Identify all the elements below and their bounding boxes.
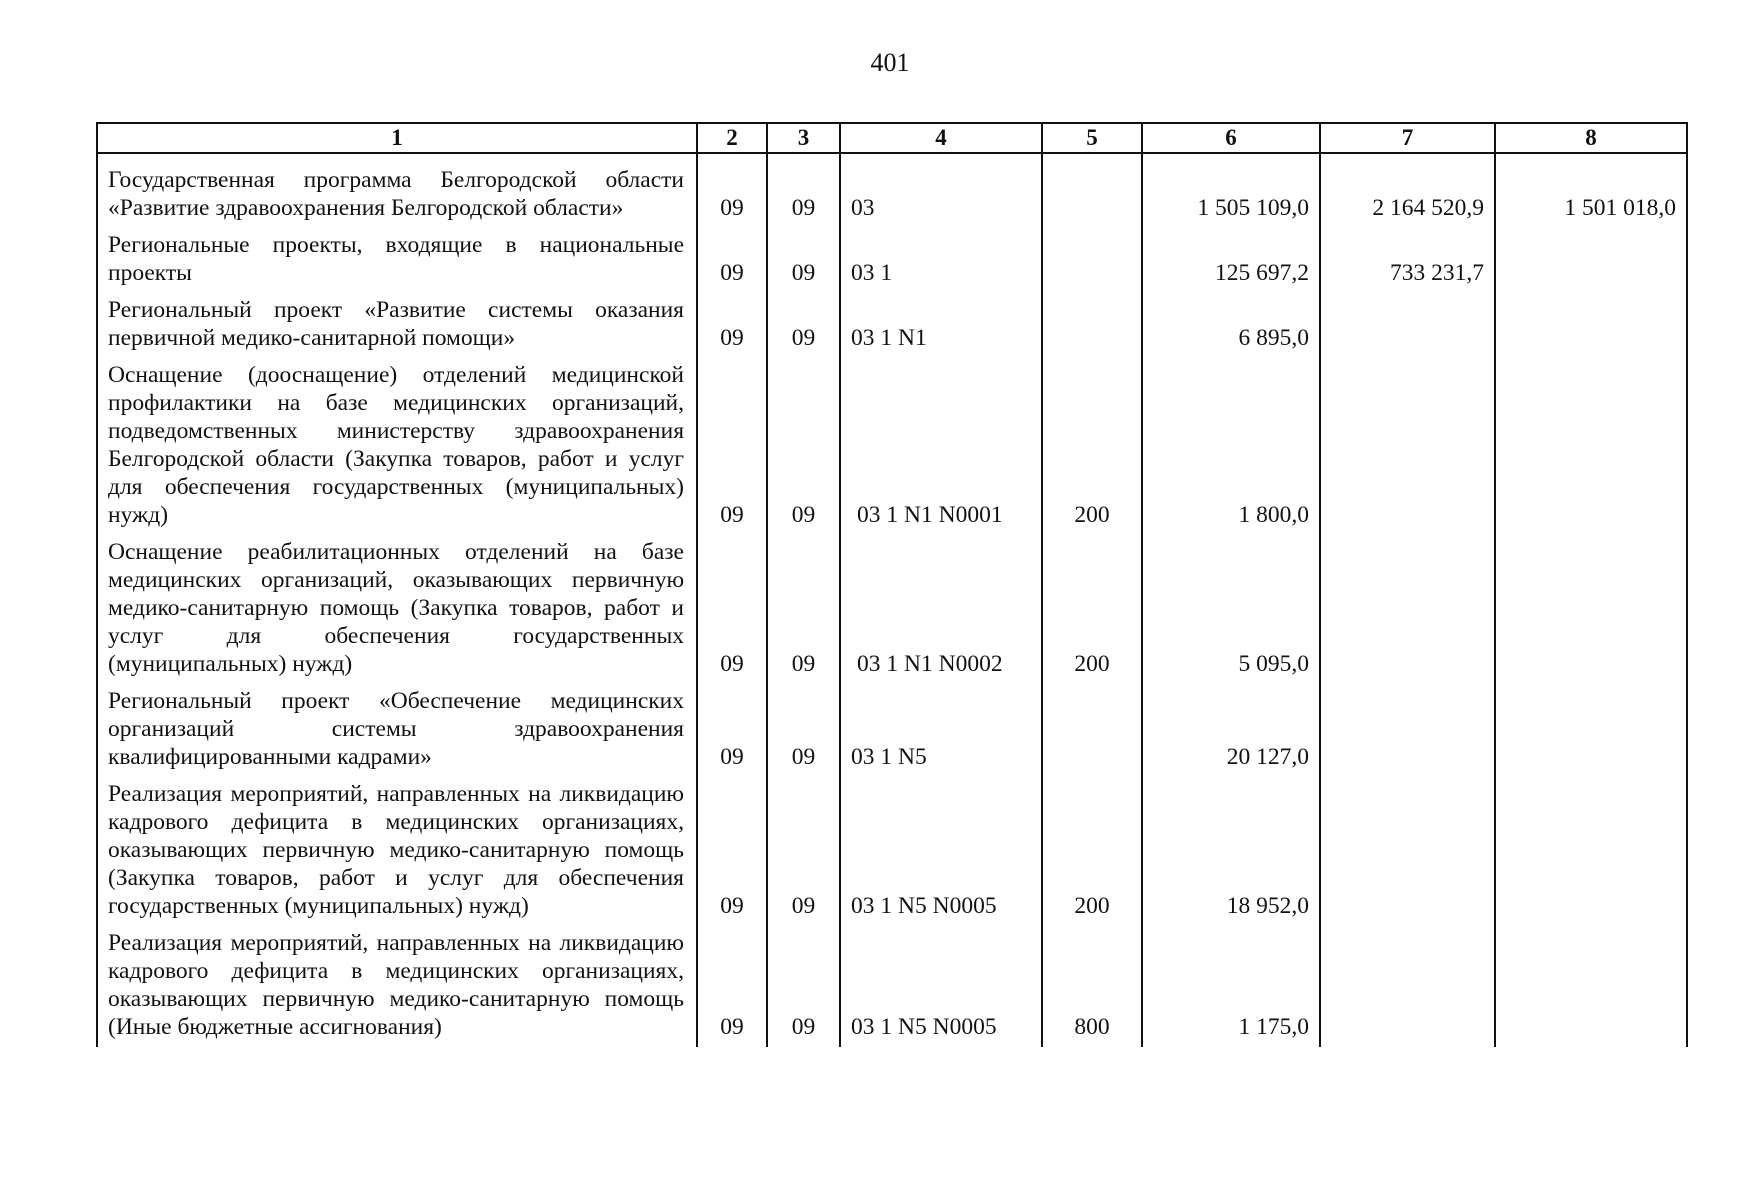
column-header-5: 5	[1042, 123, 1142, 153]
table-row	[97, 293, 1687, 358]
row-amount-2-cell	[1320, 684, 1495, 777]
row-amount-3-cell: 1 501 018,0	[1495, 153, 1687, 228]
table-row	[97, 684, 1687, 777]
row-expense-type-cell: 200	[1042, 535, 1142, 684]
column-header-2: 2	[697, 123, 767, 153]
row-section-cell: 09	[697, 153, 767, 228]
row-amount-2-cell: 2 164 520,9	[1320, 153, 1495, 228]
table-body	[97, 153, 1687, 1047]
row-section-cell: 09	[697, 926, 767, 1047]
row-amount-2-cell	[1320, 535, 1495, 684]
row-expense-type-cell: 200	[1042, 777, 1142, 926]
column-header-8: 8	[1495, 123, 1687, 153]
row-amount-3-cell	[1495, 684, 1687, 777]
row-amount-2-cell	[1320, 777, 1495, 926]
budget-table	[96, 122, 1688, 1047]
row-amount-3-cell	[1495, 926, 1687, 1047]
table-row	[97, 777, 1687, 926]
row-amount-cell: 5 095,0	[1142, 535, 1320, 684]
row-amount-cell: 6 895,0	[1142, 293, 1320, 358]
row-amount-3-cell	[1495, 228, 1687, 293]
row-amount-3-cell	[1495, 293, 1687, 358]
row-section-cell: 09	[697, 684, 767, 777]
row-section-cell: 09	[697, 358, 767, 535]
row-name-cell: Реализация мероприятий, направленных на ликвидацию кадрового дефицита в медицинских организациях, оказывающих первичную медико-санитарную помощь (Закупка товаров, работ и услуг для обеспечения государственных (муниципальных) нужд)	[97, 777, 697, 926]
row-target-code-cell: 03 1 N1 N0001	[840, 358, 1042, 535]
row-amount-3-cell	[1495, 777, 1687, 926]
row-expense-type-cell	[1042, 228, 1142, 293]
row-amount-cell: 1 175,0	[1142, 926, 1320, 1047]
table-row	[97, 926, 1687, 1047]
page-number: 401	[870, 48, 910, 77]
column-header-3: 3	[767, 123, 840, 153]
row-expense-type-cell	[1042, 153, 1142, 228]
row-amount-3-cell	[1495, 535, 1687, 684]
row-section-cell: 09	[697, 535, 767, 684]
row-target-code-cell: 03 1 N5 N0005	[840, 777, 1042, 926]
row-amount-3-cell	[1495, 358, 1687, 535]
row-section-cell: 09	[697, 293, 767, 358]
row-amount-2-cell: 733 231,7	[1320, 228, 1495, 293]
table-row	[97, 228, 1687, 293]
row-target-code-cell: 03 1 N1 N0002	[840, 535, 1042, 684]
row-target-code-cell: 03 1 N5 N0005	[840, 926, 1042, 1047]
row-expense-type-cell	[1042, 293, 1142, 358]
row-name-cell: Региональный проект «Развитие системы оказания первичной медико-санитарной помощи»	[97, 293, 697, 358]
row-target-code-cell: 03	[840, 153, 1042, 228]
row-target-code-cell: 03 1 N1	[840, 293, 1042, 358]
row-subsection-cell: 09	[767, 358, 840, 535]
row-subsection-cell: 09	[767, 777, 840, 926]
row-target-code-cell: 03 1 N5	[840, 684, 1042, 777]
row-expense-type-cell: 200	[1042, 358, 1142, 535]
row-name-cell: Оснащение реабилитационных отделений на базе медицинских организаций, оказывающих первичную медико-санитарную помощь (Закупка товаров, работ и услуг для обеспечения государственных (муниципальных) нужд)	[97, 535, 697, 684]
table-row	[97, 535, 1687, 684]
row-amount-2-cell	[1320, 926, 1495, 1047]
row-amount-2-cell	[1320, 358, 1495, 535]
row-expense-type-cell	[1042, 684, 1142, 777]
row-subsection-cell: 09	[767, 228, 840, 293]
row-subsection-cell: 09	[767, 293, 840, 358]
column-header-7: 7	[1320, 123, 1495, 153]
column-header-4: 4	[840, 123, 1042, 153]
row-subsection-cell: 09	[767, 684, 840, 777]
row-name-cell: Региональные проекты, входящие в национальные проекты	[97, 228, 697, 293]
row-name-cell: Оснащение (дооснащение) отделений медицинской профилактики на базе медицинских организаций, подведомственных министерству здравоохранения Белгородской области (Закупка товаров, работ и услуг для обеспечения государственных (муниципальных) нужд)	[97, 358, 697, 535]
row-subsection-cell: 09	[767, 153, 840, 228]
row-target-code-cell: 03 1	[840, 228, 1042, 293]
row-amount-cell: 125 697,2	[1142, 228, 1320, 293]
row-section-cell: 09	[697, 228, 767, 293]
column-header-1: 1	[97, 123, 697, 153]
row-amount-cell: 18 952,0	[1142, 777, 1320, 926]
table-row	[97, 153, 1687, 228]
column-header-6: 6	[1142, 123, 1320, 153]
row-expense-type-cell: 800	[1042, 926, 1142, 1047]
row-amount-2-cell	[1320, 293, 1495, 358]
row-amount-cell: 1 800,0	[1142, 358, 1320, 535]
row-name-cell: Реализация мероприятий, направленных на ликвидацию кадрового дефицита в медицинских организациях, оказывающих первичную медико-санитарную помощь (Иные бюджетные ассигнования)	[97, 926, 697, 1047]
row-section-cell: 09	[697, 777, 767, 926]
row-name-cell: Региональный проект «Обеспечение медицинских организаций системы здравоохранения квалифицированными кадрами»	[97, 684, 697, 777]
table-row	[97, 358, 1687, 535]
row-subsection-cell: 09	[767, 535, 840, 684]
row-name-cell: Государственная программа Белгородской области «Развитие здравоохранения Белгородской области»	[97, 153, 697, 228]
row-amount-cell: 1 505 109,0	[1142, 153, 1320, 228]
row-amount-cell: 20 127,0	[1142, 684, 1320, 777]
row-subsection-cell: 09	[767, 926, 840, 1047]
table-header-row	[97, 123, 1687, 153]
